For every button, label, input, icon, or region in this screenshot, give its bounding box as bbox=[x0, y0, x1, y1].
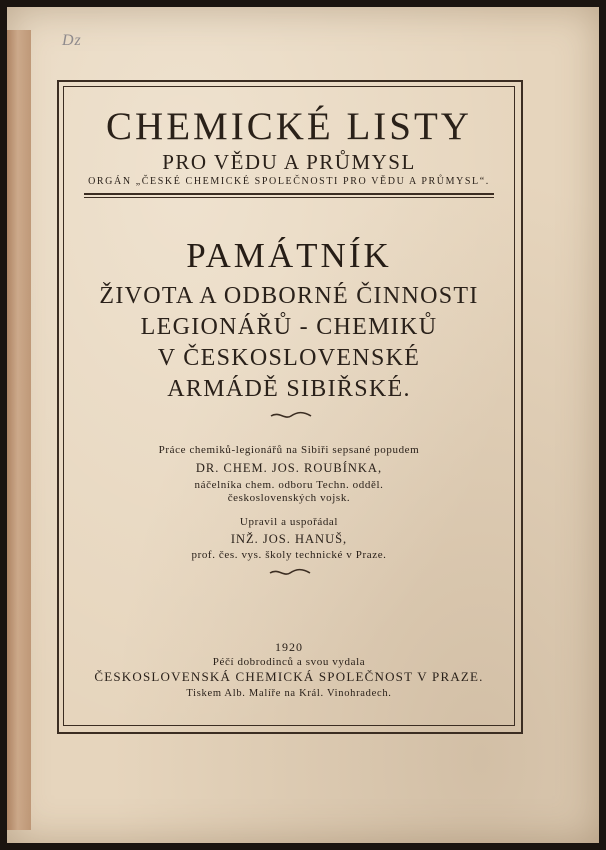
swash-ornament bbox=[268, 567, 312, 579]
pencil-note: Dz bbox=[62, 32, 82, 49]
editor-role: prof. čes. vys. školy technické v Praze. bbox=[191, 549, 387, 561]
author-role: náčelníka chem. odboru Techn. odděl. bbox=[194, 479, 384, 491]
journal-title: CHEMICKÉ LISTY bbox=[106, 105, 472, 148]
header-rule-thick bbox=[84, 193, 494, 195]
editor-name: INŽ. JOS. HANUŠ, bbox=[230, 532, 348, 546]
publication-year: 1920 bbox=[275, 640, 303, 654]
main-title-line: V ČESKOSLOVENSKÉ bbox=[157, 345, 421, 371]
publisher-name: ČESKOSLOVENSKÁ CHEMICKÁ SPOLEČNOST V PRAZE. bbox=[94, 669, 484, 684]
main-title-line: LEGIONÁŘŮ - CHEMIKŮ bbox=[140, 314, 438, 340]
spine-edge bbox=[7, 30, 31, 830]
journal-subtitle: PRO VĚDU A PRŮMYSL bbox=[162, 150, 416, 174]
swash-ornament bbox=[269, 410, 313, 422]
main-title-line: ARMÁDĚ SIBIŘSKÉ. bbox=[167, 376, 411, 402]
main-title-line: ŽIVOTA A ODBORNÉ ČINNOSTI bbox=[99, 283, 479, 309]
journal-organ: ORGÁN „ČESKÉ CHEMICKÉ SPOLEČNOSTI PRO VĚDU A PRŮMYSL“. bbox=[88, 176, 490, 187]
credits-intro: Práce chemiků-legionářů na Sibiři sepsané popudem bbox=[158, 444, 420, 456]
editor-intro: Upravil a uspořádal bbox=[239, 516, 339, 528]
header-rule-thin bbox=[84, 197, 494, 198]
author-role: československých vojsk. bbox=[227, 492, 351, 504]
main-title: PAMÁTNÍK bbox=[186, 236, 392, 275]
printer-line: Tiskem Alb. Malíře na Král. Vinohradech. bbox=[186, 688, 392, 699]
author-name: DR. CHEM. JOS. ROUBÍNKA, bbox=[195, 461, 383, 475]
publication-care: Péčí dobrodinců a svou vydala bbox=[212, 656, 366, 668]
